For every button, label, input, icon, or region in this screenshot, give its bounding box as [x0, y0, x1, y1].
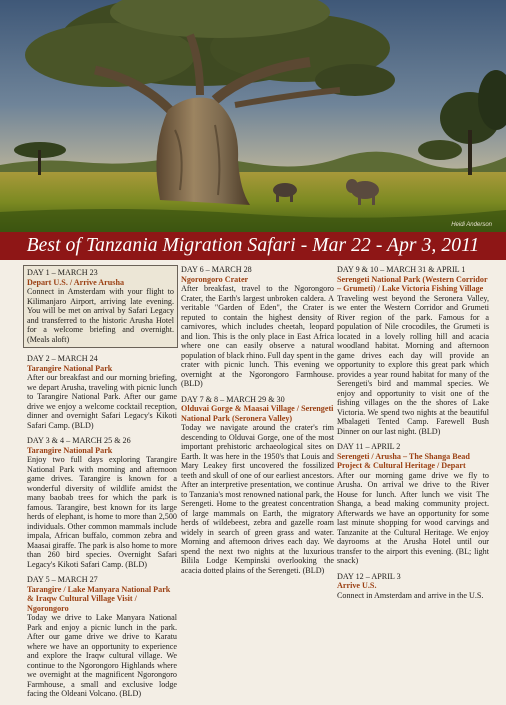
day-3-4	[27, 436, 177, 569]
day-heading: DAY 5 – MARCH 27	[27, 575, 98, 584]
day-7-8	[181, 395, 334, 576]
day-description: Connect in Amsterdam and arrive in the U.S.	[337, 590, 484, 600]
day-title: Tarangire National Park	[27, 445, 113, 455]
day-heading: DAY 6 – MARCH 28	[181, 265, 252, 274]
day-title: Tarangire National Park	[27, 363, 113, 373]
day-title: Depart U.S. / Arrive Arusha	[27, 277, 125, 287]
day-title: Tarangire / Lake Manyara National Park & Iraqw Cultural Village Visit / Ngorongoro	[27, 584, 171, 613]
day-6	[181, 265, 334, 389]
day-description: Connect in Amsterdam with your flight to Kilimanjaro Airport, arriving late evening. You will be met on arrival by Safari Legacy and transferred to the historic Arusha Hotel for a welcome briefing and overnight. (Meals aloft)	[27, 287, 174, 344]
day-heading: DAY 1 – MARCH 23	[27, 268, 98, 277]
day-heading: DAY 11 – APRIL 2	[337, 442, 401, 451]
day-2	[27, 354, 177, 430]
day-description: After our morning game drive we fly to Arusha. On arrival we drive to the River House for lunch. After lunch we visit The Shanga, a bead making community project. Afterwards we have an opportunity for some last minute shopping for wood carvings and Tanzanite at the Cultural Heritage. We enjoy dayrooms at the Arusha Hotel until our transfer to the airport this evening. (BL; light snack)	[337, 470, 489, 565]
day-12	[337, 572, 489, 601]
column-2	[181, 265, 334, 581]
hero-photo	[0, 0, 506, 232]
day-description: Enjoy two full days exploring Tarangire National Park with morning and afternoon game drives. Tarangire is known for a wonderful diversity of wildlife amidst the many baobab trees for which the park is famous. Tarangire, best known for its large herds of elephant, is home to more than 2,500 individuals. Other common mammals include impala, African buffalo, common zebra and Maasai giraffe. The park is also home to more than 260 bird species. Overnight Safari Legacy's Kikoti Safari Camp. (BLD)	[27, 455, 177, 569]
day-description: Traveling west beyond the Seronera Valley, we enter the Western Corridor and Grumeti River region of the park. Famous for a population of Nile crocodiles, the Grumeti is located in a lovely rolling hill and acacia woodland habitat. Morning and afternoon game drives each day will provide an opportunity to explore this great park which provides a year round habitat for many of the Serengeti's bird and mammal species. We enjoy and opportunity to visit one of the fishing villages on the the shores of Lake Victoria. We spend two nights at the beautiful Mbalageti Tented Camp. Farewell Bush Dinner on our last night. (BLD)	[337, 293, 489, 436]
day-description: After our breakfast and our morning briefing, we depart Arusha, traveling with picnic lunch to Tarangire National Park. After our game drive we enjoy a welcome cocktail reception, dinner and overnight Safari Legacy's Kikoti Safari Camp. (BLD)	[27, 373, 177, 430]
title-banner	[0, 232, 506, 260]
day-1	[23, 265, 178, 348]
day-title: Arrive U.S.	[337, 581, 377, 590]
day-title: Serengeti National Park (Western Corridor – Grumeti) / Lake Victoria Fishing Village	[337, 274, 488, 293]
day-5	[27, 575, 177, 699]
day-9-10	[337, 265, 489, 436]
day-title: Olduvai Gorge & Maasai Village / Serengeti National Park (Seronera Valley)	[181, 404, 334, 423]
day-heading: DAY 12 – APRIL 3	[337, 571, 401, 581]
photo-credit: Heidi Anderson	[451, 222, 492, 228]
day-heading: DAY 2 – MARCH 24	[27, 354, 98, 363]
baobab-savanna-image	[0, 0, 506, 232]
day-heading: DAY 7 & 8 – MARCH 29 & 30	[181, 394, 285, 404]
day-11	[337, 442, 489, 566]
page-title: Best of Tanzania Migration Safari - Mar 22 - Apr 3, 2011	[26, 235, 480, 256]
day-title: Ngorongoro Crater	[181, 274, 249, 284]
day-description: After breakfast, travel to the Ngorongoro Crater, the Earth's largest unbroken caldera. A veritable "Garden of Eden", the Crater is reputed to contain the highest density of carnivores, which includes cheetah, leopard and lion. This is the only place in East Africa where one can easily observe a natural population of black rhino. Full day spent in the crater with picnic lunch. This evening we overnight at the Ngorongoro Farmhouse. (BLD)	[181, 284, 334, 388]
day-title: Serengeti / Arusha – The Shanga Bead Project & Cultural Heritage / Depart	[337, 451, 470, 470]
day-description: Today we navigate around the crater's rim descending to Olduvai Gorge, one of the most important prehistoric archaeological sites on Earth. It was here in the 1950's that Louis and Mary Leakey first uncovered the fossilized teeth and skull of one of our earliest ancestors. After an interpretive presentation, we continue to Tanzania's most renowned national park, the Serengeti. Home to the greatest concentration of large mammals on Earth, the migratory herds of wildebeest, zebra and gazelle roam widely in search of green grass and water. Morning and afternoon drives each day. We spend the next two nights at the luxurious Bilila Lodge Kempinski overlooking the acacia dotted plains of the Serengeti. (BLD)	[181, 423, 334, 575]
day-description: Today we drive to Lake Manyara National Park and enjoy a picnic lunch in the park. After our game drive we drive to Karatu where we have an opportunity to experience and explore the Iraqw cultural village. We continue to the Ngorongoro Highlands where we overnight at the magnificent Ngorongoro Farmhouse, a small and exclusive lodge facing the Oldeani Volcano. (BLD)	[27, 613, 177, 698]
column-3	[337, 265, 489, 606]
day-heading: DAY 3 & 4 – MARCH 25 & 26	[27, 436, 131, 445]
day-heading: DAY 9 & 10 – MARCH 31 & APRIL 1	[337, 265, 466, 274]
column-1	[27, 265, 177, 705]
